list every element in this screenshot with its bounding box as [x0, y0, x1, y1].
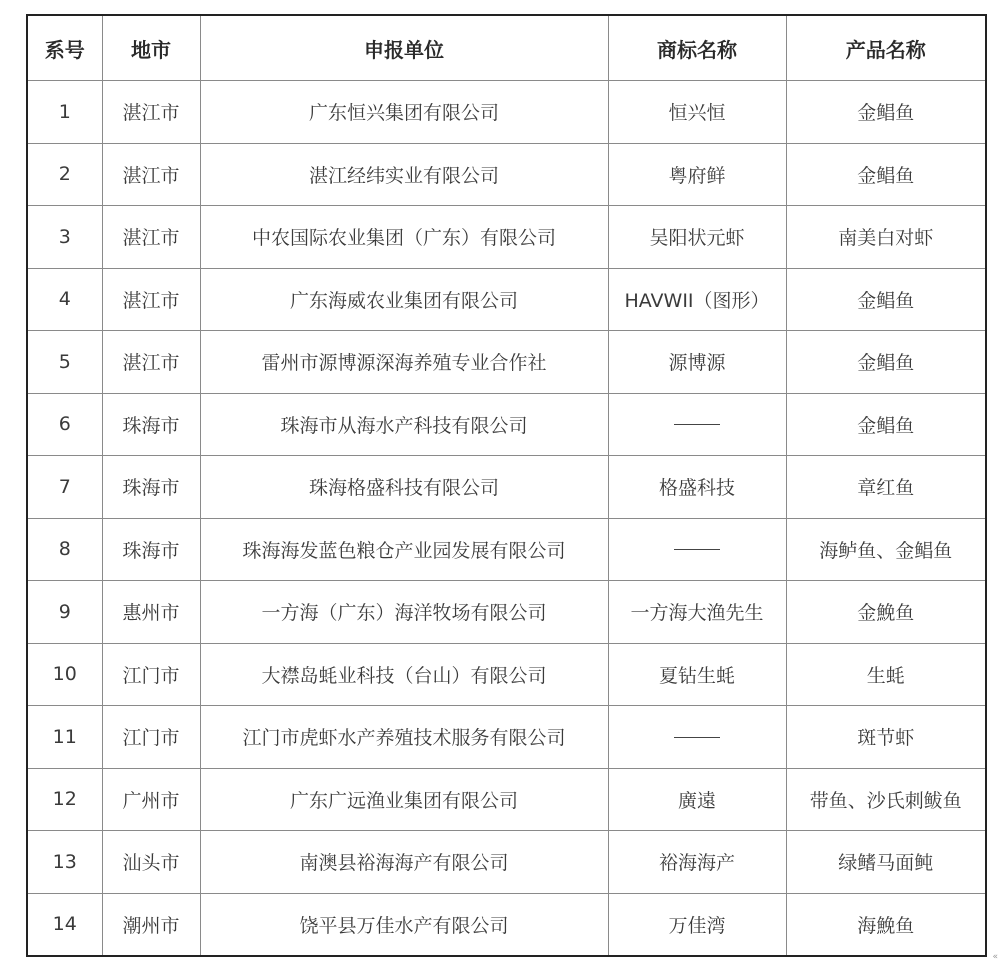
cell-company: 广东海威农业集团有限公司 [200, 268, 608, 331]
cell-city: 江门市 [102, 706, 200, 769]
cell-city: 珠海市 [102, 393, 200, 456]
cell-company: 珠海海发蓝色粮仓产业园发展有限公司 [200, 518, 608, 581]
table-row [27, 393, 986, 456]
cell-city: 惠州市 [102, 581, 200, 644]
cell-number: 12 [27, 768, 102, 831]
cell-city: 珠海市 [102, 518, 200, 581]
cell-company: 雷州市源博源深海养殖专业合作社 [200, 331, 608, 394]
cell-city: 湛江市 [102, 206, 200, 269]
table-row [27, 581, 986, 644]
cell-trademark [608, 393, 786, 456]
cell-product: 金鮸鱼 [786, 581, 986, 644]
cell-trademark: 格盛科技 [608, 456, 786, 519]
cell-trademark: 恒兴恒 [608, 81, 786, 144]
cell-trademark: 源博源 [608, 331, 786, 394]
table-row [27, 706, 986, 769]
header-company: 申报单位 [200, 15, 608, 81]
cell-city: 汕头市 [102, 831, 200, 894]
cell-number: 9 [27, 581, 102, 644]
cell-product: 绿鳍马面鲀 [786, 831, 986, 894]
cell-city: 湛江市 [102, 331, 200, 394]
cell-company: 大襟岛蚝业科技（台山）有限公司 [200, 643, 608, 706]
cell-number: 8 [27, 518, 102, 581]
cell-number: 14 [27, 893, 102, 956]
cell-company: 南澳县裕海海产有限公司 [200, 831, 608, 894]
cell-product: 金鲳鱼 [786, 81, 986, 144]
cell-product: 南美白对虾 [786, 206, 986, 269]
product-table [26, 14, 987, 957]
cell-trademark [608, 518, 786, 581]
cell-company: 湛江经纬实业有限公司 [200, 143, 608, 206]
cell-product: 海鲈鱼、金鲳鱼 [786, 518, 986, 581]
table-row [27, 831, 986, 894]
cell-number: 3 [27, 206, 102, 269]
table-row [27, 643, 986, 706]
product-table-container [26, 14, 987, 957]
cell-number: 11 [27, 706, 102, 769]
cell-trademark: 吴阳状元虾 [608, 206, 786, 269]
cell-trademark: 夏钻生蚝 [608, 643, 786, 706]
header-number: 系号 [27, 15, 102, 81]
table-row [27, 456, 986, 519]
header-trademark: 商标名称 [608, 15, 786, 81]
cell-trademark: HAVWII（图形） [608, 268, 786, 331]
cell-company: 广东恒兴集团有限公司 [200, 81, 608, 144]
table-row [27, 893, 986, 956]
cell-trademark [608, 706, 786, 769]
cell-product: 斑节虾 [786, 706, 986, 769]
cell-city: 广州市 [102, 768, 200, 831]
header-product: 产品名称 [786, 15, 986, 81]
table-row [27, 206, 986, 269]
cell-number: 7 [27, 456, 102, 519]
cell-company: 珠海市从海水产科技有限公司 [200, 393, 608, 456]
cell-number: 5 [27, 331, 102, 394]
cell-product: 金鲳鱼 [786, 393, 986, 456]
cell-product: 金鲳鱼 [786, 143, 986, 206]
empty-dash [674, 424, 720, 425]
table-row [27, 81, 986, 144]
cell-product: 章红鱼 [786, 456, 986, 519]
cell-city: 湛江市 [102, 143, 200, 206]
table-row [27, 518, 986, 581]
table-body [27, 81, 986, 957]
cell-number: 1 [27, 81, 102, 144]
cell-city: 潮州市 [102, 893, 200, 956]
cell-product: 生蚝 [786, 643, 986, 706]
cell-number: 13 [27, 831, 102, 894]
cell-company: 一方海（广东）海洋牧场有限公司 [200, 581, 608, 644]
cell-trademark: 裕海海产 [608, 831, 786, 894]
cell-number: 2 [27, 143, 102, 206]
cell-trademark: 万佳湾 [608, 893, 786, 956]
table-row [27, 143, 986, 206]
cell-company: 饶平县万佳水产有限公司 [200, 893, 608, 956]
header-city: 地市 [102, 15, 200, 81]
empty-dash [674, 737, 720, 738]
cell-company: 广东广远渔业集团有限公司 [200, 768, 608, 831]
cell-product: 海鮸鱼 [786, 893, 986, 956]
table-row [27, 331, 986, 394]
table-header-row [27, 15, 986, 81]
cell-trademark: 粤府鲜 [608, 143, 786, 206]
cell-number: 6 [27, 393, 102, 456]
corner-mark: « [992, 952, 998, 962]
cell-product: 带鱼、沙氏刺鲅鱼 [786, 768, 986, 831]
table-row [27, 268, 986, 331]
cell-company: 中农国际农业集团（广东）有限公司 [200, 206, 608, 269]
cell-company: 珠海格盛科技有限公司 [200, 456, 608, 519]
cell-city: 湛江市 [102, 268, 200, 331]
cell-number: 10 [27, 643, 102, 706]
cell-city: 珠海市 [102, 456, 200, 519]
table-row [27, 768, 986, 831]
cell-company: 江门市虎虾水产养殖技术服务有限公司 [200, 706, 608, 769]
empty-dash [674, 549, 720, 550]
cell-product: 金鲳鱼 [786, 331, 986, 394]
cell-trademark: 一方海大渔先生 [608, 581, 786, 644]
cell-product: 金鲳鱼 [786, 268, 986, 331]
cell-trademark: 廣遠 [608, 768, 786, 831]
cell-number: 4 [27, 268, 102, 331]
cell-city: 湛江市 [102, 81, 200, 144]
cell-city: 江门市 [102, 643, 200, 706]
